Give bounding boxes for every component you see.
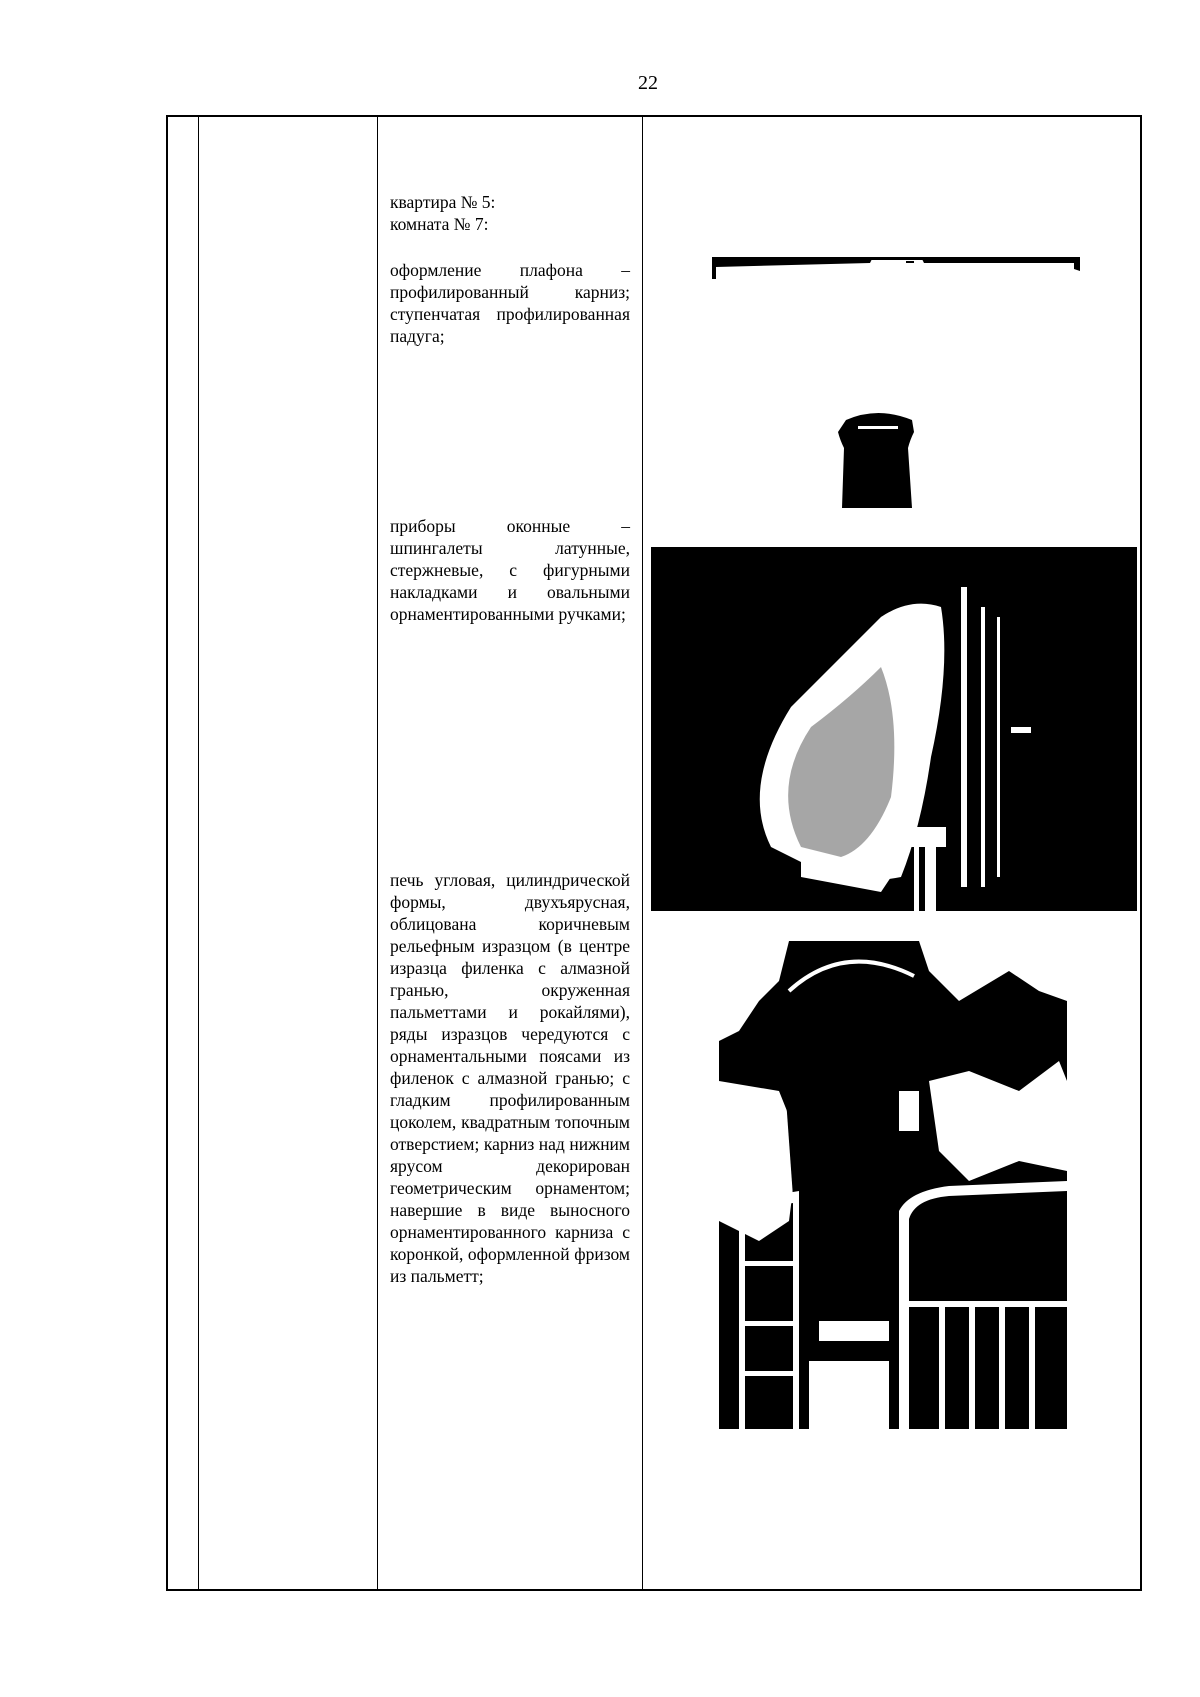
column-divider-3: [642, 117, 643, 1589]
corner-stove-photo: [719, 941, 1067, 1429]
window-fittings-description: приборы оконные – шпингалеты латунные, стержневые, с фигурными накладками и овальными орнаментированными ручками;: [390, 516, 630, 624]
page-number: 22: [638, 72, 658, 94]
column-divider-2: [377, 117, 378, 1589]
column-divider-1: [198, 117, 199, 1589]
room-label: комната № 7:: [390, 214, 489, 234]
window-handle-photo: [651, 547, 1137, 911]
apartment-label: квартира № 5:: [390, 192, 496, 212]
location-heading: [390, 191, 630, 235]
ceiling-cornice-photo: [712, 257, 1080, 305]
monument-subject-table: [166, 115, 1142, 1591]
ceiling-description: оформление плафона – профилированный карниз; ступенчатая профилированная падуга;: [390, 260, 630, 346]
stove-description: печь угловая, цилиндрической формы, двухъярусная, облицована коричневым рельефным изразцом (в центре изразца филенка с алмазной гранью, окруженная пальметтами и рокайлями), ряды изразцов чередуются с орнаментальными поясами из филенок с алмазной гранью; с гладким профилированным цоколем, квадратным топочным отверстием; карниз над нижним ярусом декорирован геометрическим орнаментом; навершие в виде выносного орнаментированного карниза с коронкой, оформленной фризом из пальметт;: [390, 870, 630, 1286]
espagnolette-photo: [832, 412, 924, 508]
